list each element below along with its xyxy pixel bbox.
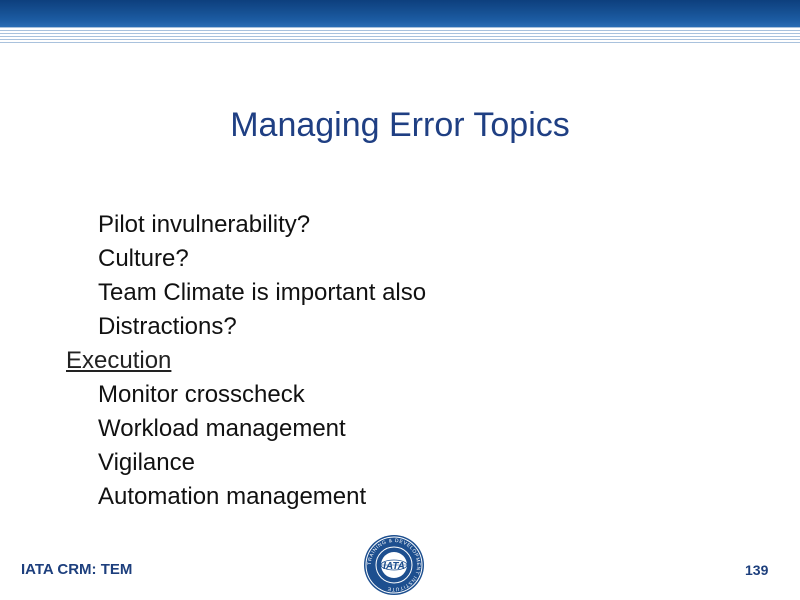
page-number: 139 (745, 562, 769, 578)
list-item (66, 310, 666, 344)
slide-title: Managing Error Topics (230, 106, 570, 144)
list-item (66, 480, 666, 514)
iata-training-seal-logo (363, 534, 425, 596)
list-item (66, 378, 666, 412)
list-item-label: Workload management (98, 415, 346, 442)
list-item-label: Monitor crosscheck (98, 381, 305, 408)
section-heading (66, 344, 666, 378)
list-item (66, 446, 666, 480)
list-item-label: Vigilance (98, 449, 195, 476)
list-item-label: Culture? (98, 245, 189, 272)
list-item (66, 208, 666, 242)
section-heading-label: Execution (66, 347, 172, 374)
bullet-list (66, 208, 666, 514)
footer-course-label: IATA CRM: TEM (21, 561, 133, 578)
seal-iata-text: IATA (383, 561, 405, 572)
list-item (66, 242, 666, 276)
list-item-label: Team Climate is important also (98, 279, 427, 306)
list-item-label: Pilot invulnerability? (98, 211, 311, 238)
list-item-label: Distractions? (98, 313, 237, 340)
header-band (0, 0, 800, 27)
header-stripes (0, 27, 800, 45)
seal-ring-text: TRAINING & DEVELOPMENT INSTITUTE (366, 537, 422, 593)
list-item (66, 412, 666, 446)
list-item-label: Automation management (98, 483, 367, 510)
list-item (66, 276, 666, 310)
